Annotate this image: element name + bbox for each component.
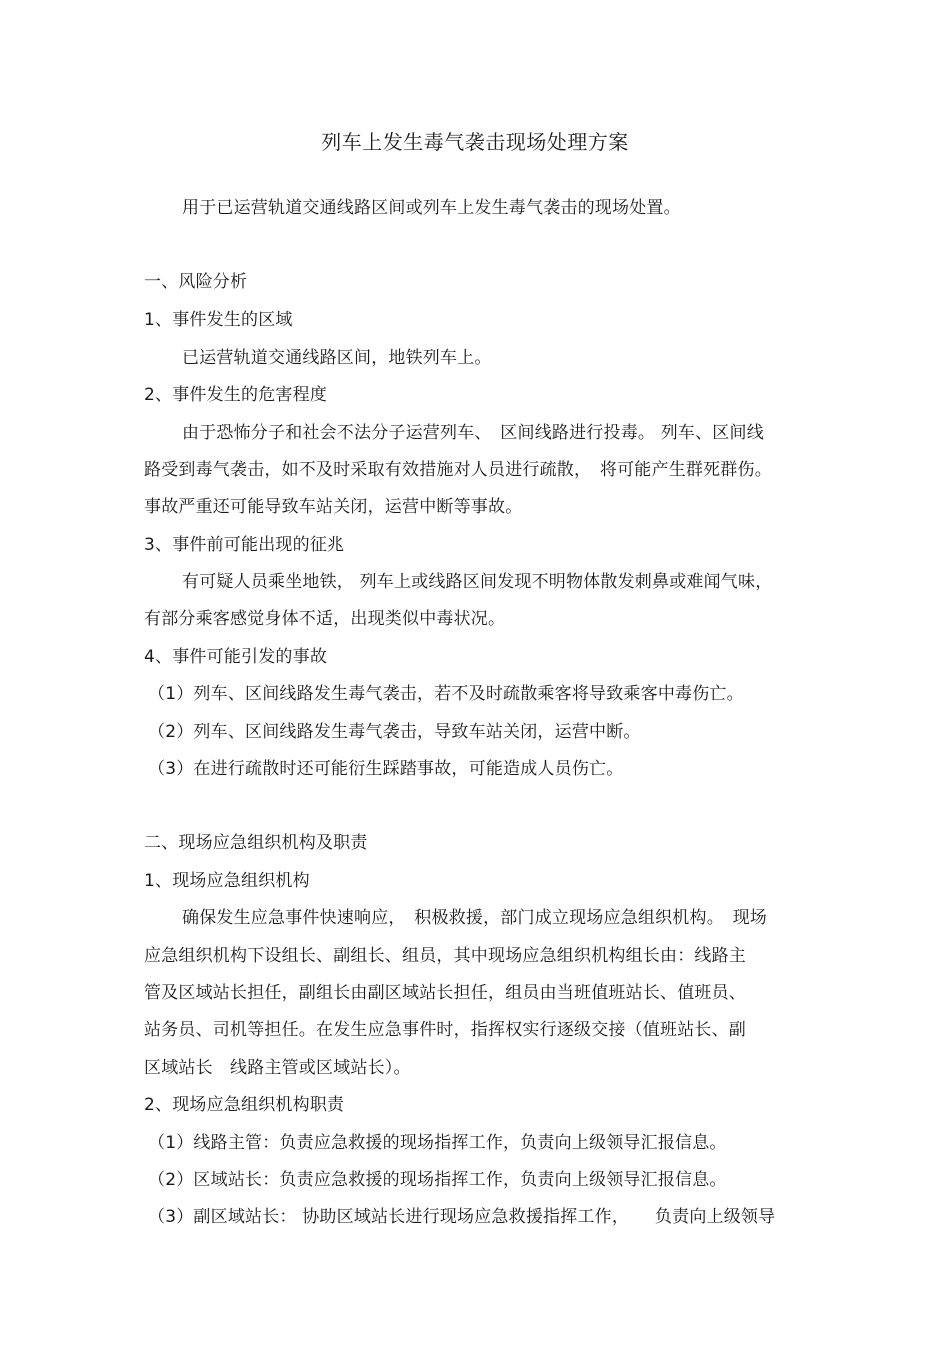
paragraph-organization-line: 区域站长 线路主管或区域站长）。 (144, 1058, 411, 1078)
paragraph-signs-line: 有可疑人员乘坐地铁， 列车上或线路区间发现不明物体散发刺鼻或难闻气味， (182, 572, 773, 592)
list-item: （1）列车、区间线路发生毒气袭击，若不及时疏散乘客将导致乘客中毒伤亡。 (148, 684, 744, 704)
list-item: （2）列车、区间线路发生毒气袭击，导致车站关闭，运营中断。 (148, 722, 641, 742)
subheading-duties: 2、现场应急组织机构职责 (144, 1095, 345, 1115)
paragraph-signs-line: 有部分乘客感觉身体不适，出现类似中毒状况。 (144, 609, 506, 629)
paragraph-organization-line: 站务员、司机等担任。在发生应急事件时，指挥权实行逐级交接（值班站长、副 (144, 1020, 746, 1040)
subheading-organization: 1、现场应急组织机构 (144, 871, 310, 891)
subheading-accidents: 4、事件可能引发的事故 (144, 647, 328, 667)
list-item: （2）区域站长：负责应急救援的现场指挥工作，负责向上级领导汇报信息。 (148, 1170, 727, 1190)
paragraph-area: 已运营轨道交通线路区间，地铁列车上。 (182, 348, 492, 368)
paragraph-organization-line: 管及区域站长担任，副组长由副区域站长担任，组员由当班值班站长、值班员、 (144, 983, 746, 1003)
list-item: （3）在进行疏散时还可能衍生踩踏事故，可能造成人员伤亡。 (148, 759, 624, 779)
paragraph-organization-line: 应急组织机构下设组长、副组长、组员，其中现场应急组织机构组长由：线路主 (144, 946, 746, 966)
section-heading-organization: 二、现场应急组织机构及职责 (144, 833, 368, 853)
document-title: 列车上发生毒气袭击现场处理方案 (321, 130, 629, 154)
paragraph-harm-line: 事故严重还可能导致车站关闭，运营中断等事故。 (144, 497, 523, 517)
paragraph-organization-line: 确保发生应急事件快速响应， 积极救援，部门成立现场应急组织机构。 现场 (182, 908, 767, 928)
list-item: （1）线路主管：负责应急救援的现场指挥工作，负责向上级领导汇报信息。 (148, 1133, 727, 1153)
intro-paragraph: 用于已运营轨道交通线路区间或列车上发生毒气袭击的现场处置。 (182, 198, 681, 218)
subheading-area: 1、事件发生的区域 (144, 310, 293, 330)
paragraph-harm-line: 由于恐怖分子和社会不法分子运营列车、 区间线路进行投毒。 列车、区间线 (182, 423, 764, 443)
subheading-signs: 3、事件前可能出现的征兆 (144, 535, 345, 555)
section-heading-risk: 一、风险分析 (144, 272, 248, 292)
paragraph-harm-line: 路受到毒气袭击，如不及时采取有效措施对人员进行疏散， 将可能产生群死群伤。 (144, 460, 772, 480)
list-item: （3）副区域站长： 协助区域站长进行现场应急救援指挥工作， 负责向上级领导 (148, 1207, 776, 1227)
subheading-harm: 2、事件发生的危害程度 (144, 385, 328, 405)
